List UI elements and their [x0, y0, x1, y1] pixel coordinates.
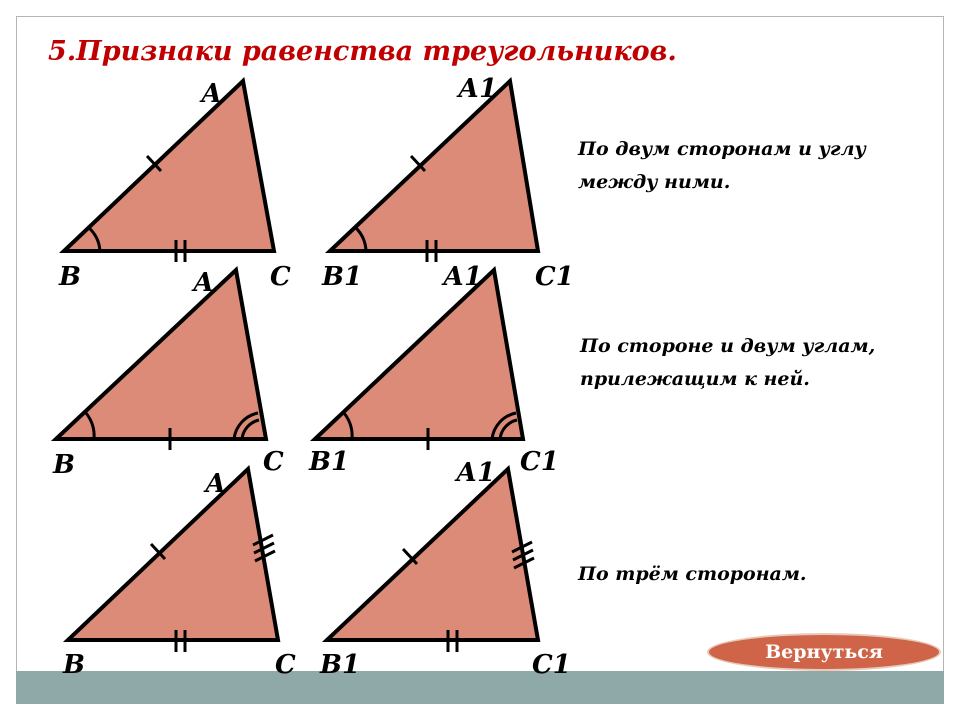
- criterion-sas-text: По двум сторонам и углу между ними.: [578, 138, 866, 193]
- triangle-shape: [68, 469, 278, 640]
- triangle-abc-row2: [52, 268, 284, 480]
- vertex-label-a1: А1: [456, 458, 496, 488]
- triangle-a1b1c1-row3: [319, 458, 571, 680]
- vertex-label-c1: С1: [532, 650, 571, 680]
- triangle-abc-row1: [58, 79, 291, 292]
- vertex-label-b: В: [59, 262, 81, 292]
- vertex-label-b1: В1: [322, 262, 363, 292]
- vertex-label-a: А: [205, 469, 227, 499]
- page-title: 5.Признаки равенства треугольников.: [48, 36, 677, 67]
- vertex-label-b: В: [63, 650, 85, 680]
- vertex-label-c: С: [270, 262, 291, 292]
- triangle-shape: [327, 469, 538, 640]
- back-button[interactable]: Вернуться: [707, 633, 941, 671]
- vertex-label-b1: В1: [320, 650, 361, 680]
- criterion-sss-text: По трём сторонам.: [578, 563, 807, 585]
- vertex-label-a: А: [193, 268, 215, 298]
- triangle-abc-row3: [62, 469, 296, 680]
- triangle-shape: [64, 81, 274, 251]
- vertex-label-c: С: [263, 447, 284, 477]
- triangle-shape: [330, 81, 538, 251]
- triangle-a1b1c1-row2: [308, 262, 559, 477]
- vertex-label-a1: А1: [443, 262, 483, 292]
- vertex-label-c1: С1: [535, 262, 574, 292]
- vertex-label-a: А: [201, 79, 223, 109]
- vertex-label-c1: С1: [520, 447, 559, 477]
- vertex-label-c: С: [275, 650, 296, 680]
- triangle-a1b1c1-row1: [321, 74, 574, 292]
- vertex-label-a1: А1: [458, 74, 498, 104]
- criterion-asa-text: По стороне и двум углам, прилежащим к ней.: [580, 335, 876, 390]
- vertex-label-b1: В1: [309, 447, 350, 477]
- vertex-label-b: В: [53, 450, 75, 480]
